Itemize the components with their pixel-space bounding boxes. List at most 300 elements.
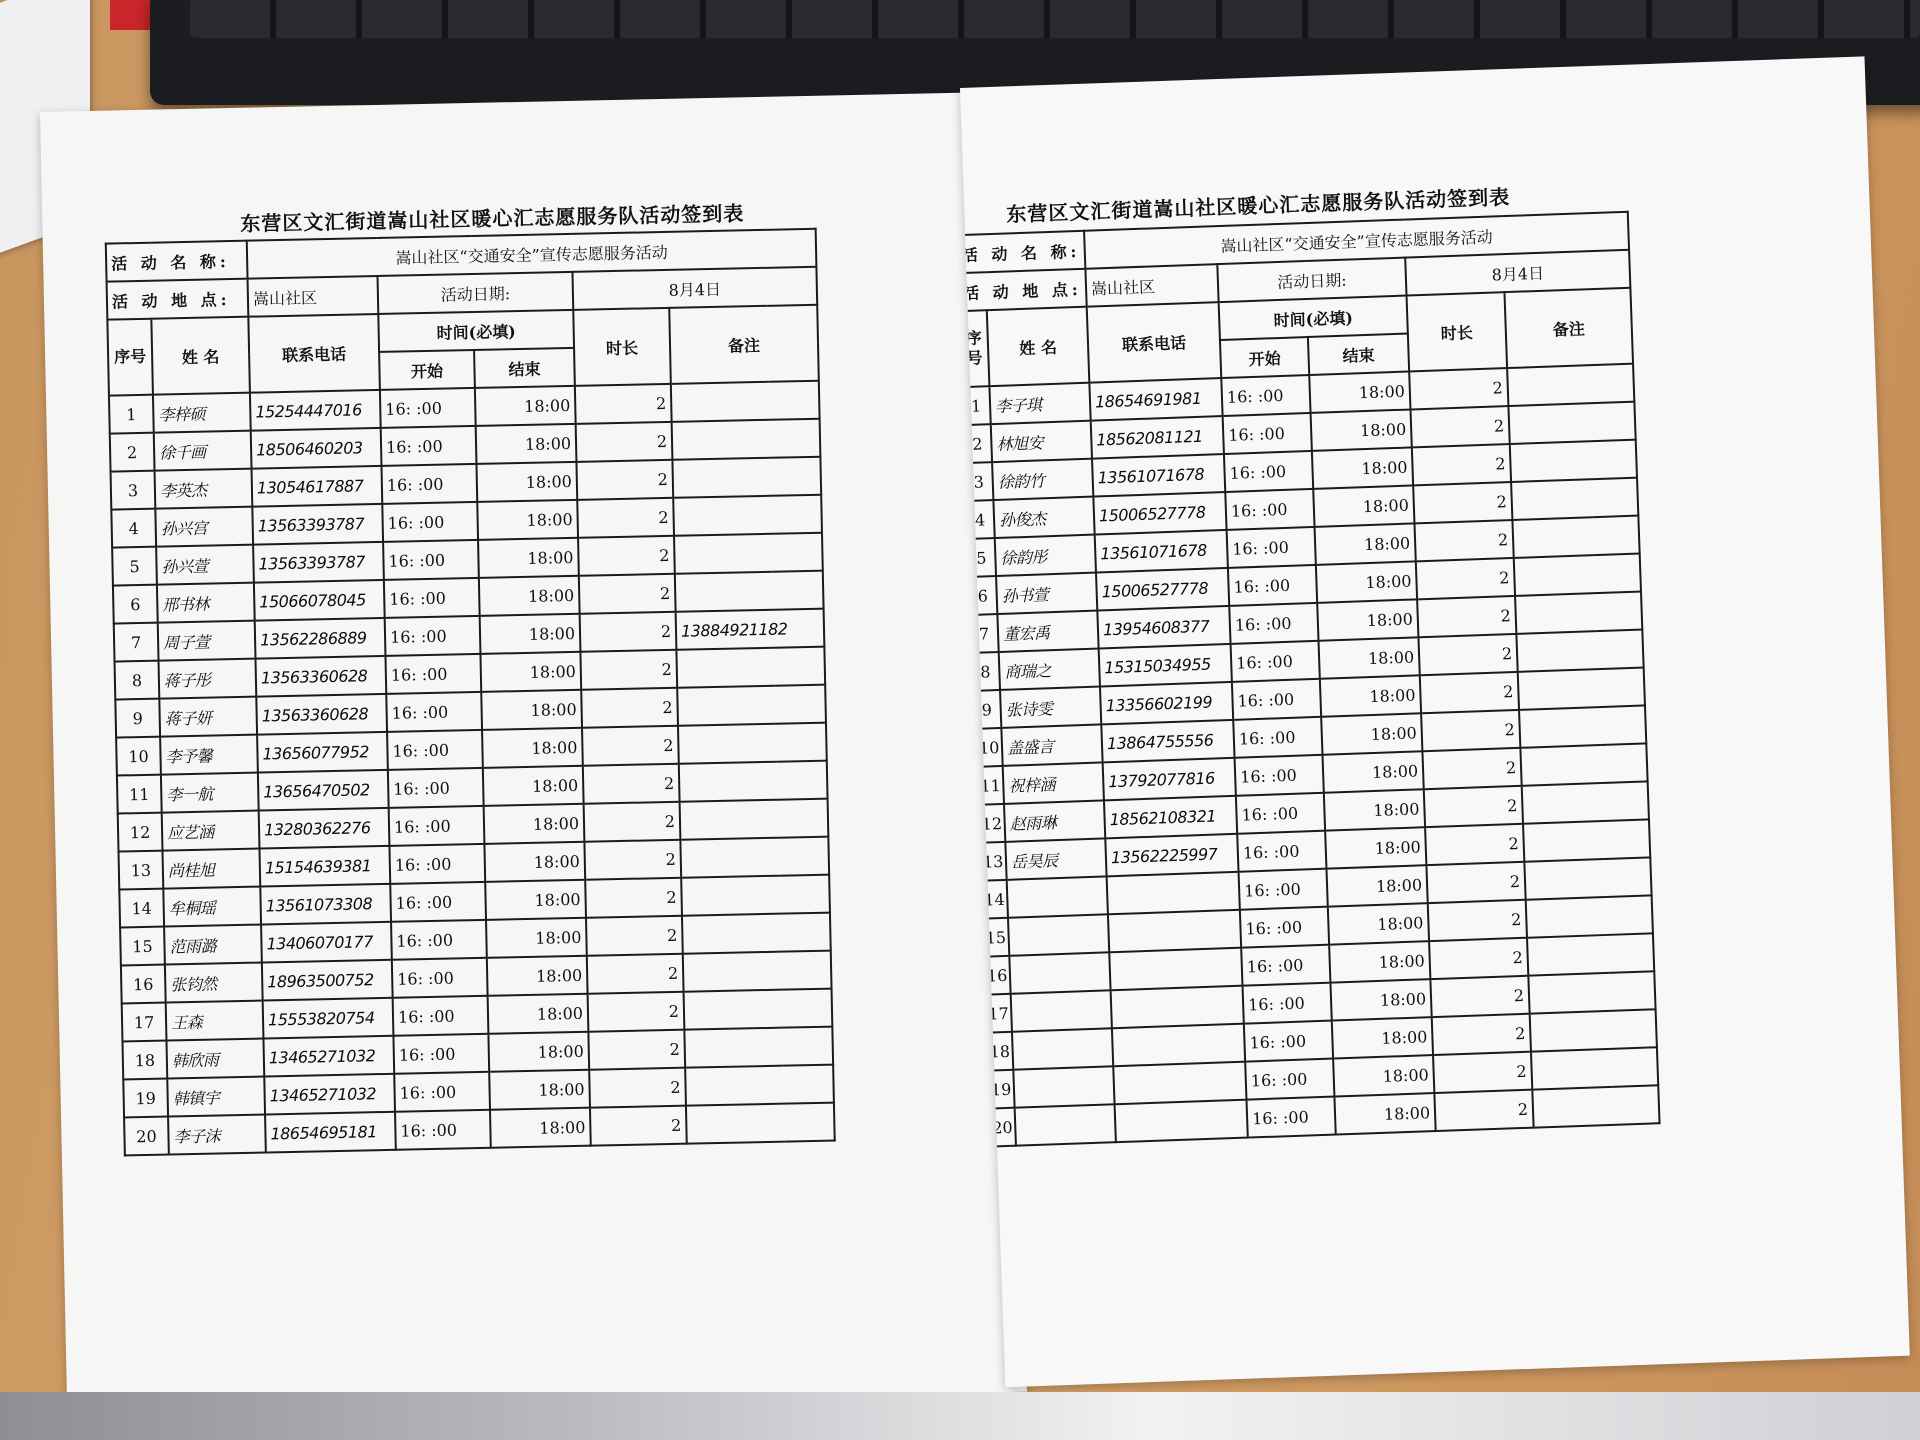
- col-time-header: 时间(必填): [378, 310, 574, 352]
- end-time: 18:00: [477, 500, 578, 540]
- signature-name: 商瑞之: [999, 649, 1100, 690]
- phone-number: 18654695181: [265, 1112, 396, 1153]
- phone-number: 13356602199: [1100, 682, 1233, 725]
- signature-name: 林旭安: [991, 421, 1092, 462]
- phone-number: 18654691981: [1089, 378, 1222, 421]
- phone-number: 13465271032: [263, 1036, 394, 1077]
- location-label: 活 动 地 点:: [107, 279, 249, 320]
- signature-name: 孙俊杰: [993, 497, 1094, 538]
- note: [680, 799, 829, 840]
- signature-name: 李子沫: [168, 1115, 266, 1155]
- note: [682, 913, 831, 954]
- location-value: 嵩山社区: [248, 276, 379, 317]
- end-time: 18:00: [1312, 447, 1413, 488]
- note: [1518, 667, 1645, 709]
- duration: 2: [576, 422, 673, 462]
- start-time: 16: :00: [380, 388, 476, 428]
- duration: 2: [1413, 482, 1512, 523]
- note: [672, 457, 821, 498]
- note: [674, 533, 823, 574]
- signature-name: 李子琪: [989, 383, 1090, 424]
- duration: 2: [1424, 786, 1523, 827]
- phone-number: 13656077952: [257, 732, 388, 773]
- phone-number: 13054617887: [252, 466, 383, 507]
- start-time: 16: :00: [1240, 907, 1329, 948]
- note: [683, 951, 832, 992]
- row-number: 13: [977, 842, 1006, 881]
- col-name-header: 姓 名: [987, 307, 1090, 386]
- row-number: 4: [111, 509, 156, 548]
- signature-name: 韩镇宇: [167, 1077, 265, 1117]
- row-number: 10: [973, 728, 1002, 767]
- end-time: 18:00: [1324, 789, 1425, 830]
- duration: 2: [580, 612, 677, 652]
- end-time: 18:00: [1317, 599, 1418, 640]
- duration: 2: [1422, 748, 1521, 789]
- start-time: 16: :00: [1246, 1097, 1335, 1138]
- duration: 2: [1428, 900, 1527, 941]
- start-time: 16: :00: [1227, 527, 1316, 568]
- end-time: 18:00: [489, 1070, 590, 1110]
- note: [1530, 1009, 1657, 1051]
- row-number: 1: [961, 386, 990, 425]
- note: [1531, 1047, 1658, 1089]
- phone-number: 13561071678: [1095, 530, 1228, 573]
- phone-number: 13792077816: [1103, 758, 1236, 801]
- note: [1511, 478, 1638, 520]
- note: [1532, 1085, 1659, 1127]
- end-time: 18:00: [1313, 485, 1414, 526]
- phone-number: 13656470502: [258, 770, 389, 811]
- phone-number: 13954608377: [1097, 606, 1230, 649]
- row-number: 5: [112, 547, 157, 586]
- note: [1519, 705, 1646, 747]
- signature-name: [1011, 990, 1112, 1031]
- row-number: 9: [972, 690, 1001, 729]
- duration: 2: [587, 954, 684, 994]
- duration: 2: [580, 650, 677, 690]
- end-time: 18:00: [1332, 1017, 1433, 1058]
- duration: 2: [1414, 520, 1513, 561]
- duration: 2: [1426, 862, 1525, 903]
- end-time: 18:00: [1333, 1055, 1434, 1096]
- row-number: 1: [109, 395, 154, 434]
- duration: 2: [1416, 558, 1515, 599]
- note: [671, 381, 820, 422]
- location-label: 活 动 地 点:: [960, 269, 1087, 311]
- duration: 2: [582, 726, 679, 766]
- signature-name: 蒋子彤: [159, 659, 257, 699]
- phone-number: [1108, 910, 1241, 953]
- row-number: 16: [121, 965, 166, 1004]
- note: [679, 761, 828, 802]
- start-time: 16: :00: [1225, 489, 1314, 530]
- phone-number: 15006527778: [1096, 568, 1229, 611]
- row-number: 17: [122, 1003, 167, 1042]
- note: [1520, 743, 1647, 785]
- duration: 2: [576, 460, 673, 500]
- signature-name: 范雨潞: [164, 925, 262, 965]
- row-number: 18: [984, 1032, 1013, 1071]
- signature-name: 盖盛言: [1001, 724, 1102, 765]
- phone-number: 13561073308: [260, 884, 391, 925]
- note: [1527, 933, 1654, 975]
- duration: 2: [1417, 596, 1516, 637]
- duration: 2: [588, 1030, 685, 1070]
- note: [673, 495, 822, 536]
- note: [1526, 895, 1653, 937]
- phone-number: 13562286889: [255, 618, 386, 659]
- row-number: 16: [981, 956, 1010, 995]
- start-time: 16: :00: [391, 920, 487, 960]
- row-number: 19: [985, 1070, 1014, 1109]
- duration: 2: [583, 764, 680, 804]
- row-number: 7: [969, 614, 998, 653]
- duration: 2: [575, 384, 672, 424]
- row-number: 17: [983, 994, 1012, 1033]
- note: [1507, 364, 1634, 406]
- phone-number: 18506460203: [251, 428, 382, 469]
- phone-number: 15154639381: [259, 846, 390, 887]
- note: [685, 1065, 834, 1106]
- row-number: 10: [116, 737, 161, 776]
- date-value: 8月4日: [572, 267, 817, 310]
- activity-name-label: 活 动 名 称:: [960, 231, 1085, 273]
- signature-name: [1008, 914, 1109, 955]
- col-name-header: 姓 名: [151, 317, 250, 395]
- end-time: 18:00: [1325, 827, 1426, 868]
- end-time: 18:00: [478, 538, 579, 578]
- row-number: 6: [113, 585, 158, 624]
- end-time: 18:00: [482, 728, 583, 768]
- signature-name: 尚桂旭: [162, 849, 260, 889]
- end-time: 18:00: [1330, 979, 1431, 1020]
- duration: 2: [1418, 634, 1517, 675]
- row-number: 6: [968, 576, 997, 615]
- end-time: 18:00: [488, 994, 589, 1034]
- row-number: 12: [976, 804, 1005, 843]
- end-time: 18:00: [480, 614, 581, 654]
- phone-number: [1115, 1100, 1248, 1143]
- row-number: 9: [115, 699, 160, 738]
- start-time: 16: :00: [381, 426, 477, 466]
- signature-name: 李英杰: [155, 469, 253, 509]
- start-time: 16: :00: [385, 654, 481, 694]
- start-time: 16: :00: [384, 578, 480, 618]
- start-time: 16: :00: [1235, 755, 1324, 796]
- table-body: [109, 381, 835, 1156]
- start-time: 16: :00: [1221, 375, 1310, 416]
- start-time: 16: :00: [385, 616, 481, 656]
- end-time: 18:00: [1329, 941, 1430, 982]
- note: 13884921182: [676, 609, 825, 650]
- start-time: 16: :00: [1243, 983, 1332, 1024]
- start-time: 16: :00: [394, 1072, 490, 1112]
- end-time: 18:00: [480, 652, 581, 692]
- end-time: 18:00: [1321, 713, 1422, 754]
- signature-name: 岳昊辰: [1005, 838, 1106, 879]
- signature-name: 徐韵竹: [992, 459, 1093, 500]
- duration: 2: [589, 1068, 686, 1108]
- row-number: 7: [114, 623, 159, 662]
- duration: 2: [588, 992, 685, 1032]
- row-number: 12: [118, 813, 163, 852]
- row-number: 8: [971, 652, 1000, 691]
- end-time: 18:00: [476, 424, 577, 464]
- signature-name: 张诗雯: [1000, 686, 1101, 727]
- start-time: 16: :00: [388, 768, 484, 808]
- start-time: 16: :00: [387, 730, 483, 770]
- phone-number: 13864755556: [1101, 720, 1234, 763]
- start-time: 16: :00: [393, 1034, 489, 1074]
- signature-name: 徐千画: [154, 431, 252, 471]
- signature-name: 徐韵彤: [995, 535, 1096, 576]
- start-time: 16: :00: [1233, 717, 1322, 758]
- note: [1524, 857, 1651, 899]
- end-time: 18:00: [1326, 865, 1427, 906]
- duration: 2: [1421, 710, 1520, 751]
- row-number: 20: [987, 1108, 1016, 1147]
- col-phone-header: 联系电话: [1087, 302, 1222, 383]
- col-duration-header: 时长: [573, 308, 671, 386]
- col-time-header: 时间(必填): [1219, 296, 1408, 341]
- col-index-header: 序号: [107, 319, 153, 396]
- activity-name-value: 嵩山社区“交通安全”宣传志愿服务活动: [247, 229, 817, 279]
- phone-number: 13563393787: [253, 542, 384, 583]
- sheet-title: 东营区文汇街道嵩山社区暖心汇志愿服务队活动签到表: [240, 201, 745, 236]
- row-number: 14: [979, 880, 1008, 919]
- row-number: 2: [110, 433, 155, 472]
- sign-in-table: [960, 211, 1661, 1148]
- phone-number: 13563360628: [256, 694, 387, 735]
- row-number: 15: [120, 927, 165, 966]
- signature-name: 韩欣雨: [166, 1039, 264, 1079]
- row-number: 14: [119, 889, 164, 928]
- row-number: 8: [115, 661, 160, 700]
- col-phone-header: 联系电话: [248, 314, 380, 393]
- start-time: 16: :00: [1244, 1021, 1333, 1062]
- end-time: 18:00: [481, 690, 582, 730]
- location-value: 嵩山社区: [1085, 264, 1218, 307]
- row-number: 11: [117, 775, 162, 814]
- duration: 2: [577, 498, 674, 538]
- end-time: 18:00: [479, 576, 580, 616]
- phone-number: 13406070177: [261, 922, 392, 963]
- phone-number: [1112, 1024, 1245, 1067]
- signature-name: [1012, 1028, 1113, 1069]
- start-time: 16: :00: [393, 996, 489, 1036]
- end-time: 18:00: [483, 766, 584, 806]
- duration: 2: [579, 574, 676, 614]
- end-time: 18:00: [1316, 561, 1417, 602]
- sign-in-sheet-left: [40, 92, 1027, 1412]
- duration: 2: [1430, 976, 1529, 1017]
- start-time: 16: :00: [1228, 565, 1317, 606]
- phone-number: 13563360628: [255, 656, 386, 697]
- start-time: 16: :00: [386, 692, 482, 732]
- activity-name-value: 嵩山社区“交通安全”宣传志愿服务活动: [1084, 212, 1629, 269]
- start-time: 16: :00: [1239, 869, 1328, 910]
- phone-number: 15315034955: [1099, 644, 1232, 687]
- end-time: 18:00: [1309, 371, 1410, 412]
- note: [1514, 554, 1641, 596]
- phone-number: 13561071678: [1092, 454, 1225, 497]
- row-number: 5: [967, 538, 996, 577]
- signature-name: 蒋子妍: [159, 697, 257, 737]
- duration: 2: [1433, 1052, 1532, 1093]
- row-number: 20: [124, 1117, 169, 1156]
- note: [686, 1103, 835, 1144]
- end-time: 18:00: [487, 956, 588, 996]
- signature-name: 李予馨: [160, 735, 258, 775]
- note: [1523, 819, 1650, 861]
- phone-number: 13280362276: [259, 808, 390, 849]
- duration: 2: [584, 802, 681, 842]
- start-time: 16: :00: [1231, 641, 1320, 682]
- activity-name-label: 活 动 名 称:: [106, 241, 248, 282]
- start-time: 16: :00: [1224, 451, 1313, 492]
- start-time: 16: :00: [395, 1110, 491, 1150]
- duration: 2: [1432, 1014, 1531, 1055]
- sign-in-table: [105, 228, 836, 1157]
- phone-number: 18562081121: [1091, 416, 1224, 459]
- signature-name: 周子萱: [158, 621, 256, 661]
- end-time: 18:00: [486, 918, 587, 958]
- duration: 2: [1420, 672, 1519, 713]
- col-note-header: 备注: [669, 305, 819, 384]
- duration: 2: [1412, 444, 1511, 485]
- duration: 2: [1410, 406, 1509, 447]
- start-time: 16: :00: [390, 882, 486, 922]
- col-index-header: 序号: [960, 310, 989, 387]
- signature-name: 赵雨琳: [1004, 800, 1105, 841]
- end-time: 18:00: [476, 462, 577, 502]
- note: [675, 571, 824, 612]
- note: [677, 685, 826, 726]
- end-time: 18:00: [475, 386, 576, 426]
- signature-name: [1007, 876, 1108, 917]
- signature-name: 董宏禹: [997, 611, 1098, 652]
- row-number: 15: [980, 918, 1009, 957]
- sheet-title: 东营区文汇街道嵩山社区暖心汇志愿服务队活动签到表: [1006, 184, 1511, 227]
- phone-number: 18963500752: [262, 960, 393, 1001]
- start-time: 16: :00: [1236, 793, 1325, 834]
- red-object: [110, 0, 155, 30]
- signature-name: 张钧然: [165, 963, 263, 1003]
- note: [678, 723, 827, 764]
- row-number: 11: [975, 766, 1004, 805]
- start-time: 16: :00: [389, 844, 485, 884]
- phone-number: 15553820754: [263, 998, 394, 1039]
- note: [681, 875, 830, 916]
- duration: 2: [590, 1106, 687, 1146]
- end-time: 18:00: [1320, 675, 1421, 716]
- phone-number: [1107, 872, 1240, 915]
- phone-number: 13465271032: [264, 1074, 395, 1115]
- duration: 2: [581, 688, 678, 728]
- desk-object-bottom: [0, 1392, 1920, 1440]
- duration: 2: [578, 536, 675, 576]
- phone-number: 18562108321: [1104, 796, 1237, 839]
- note: [1522, 781, 1649, 823]
- signature-name: [1013, 1066, 1114, 1107]
- col-end-header: 结束: [1308, 334, 1409, 375]
- row-number: 3: [111, 471, 156, 510]
- signature-name: [1015, 1104, 1116, 1145]
- duration: 2: [1434, 1090, 1533, 1131]
- start-time: 16: :00: [1241, 945, 1330, 986]
- end-time: 18:00: [484, 804, 585, 844]
- col-start-header: 开始: [379, 350, 475, 390]
- signature-name: 孙兴萱: [156, 545, 254, 585]
- signature-name: 孙兴宫: [155, 507, 253, 547]
- end-time: 18:00: [1334, 1093, 1435, 1134]
- row-number: 3: [964, 462, 993, 501]
- phone-number: 15066078045: [254, 580, 385, 621]
- start-time: 16: :00: [381, 464, 477, 504]
- end-time: 18:00: [1311, 409, 1412, 450]
- signature-name: 应艺涵: [162, 811, 260, 851]
- end-time: 18:00: [485, 880, 586, 920]
- note: [1515, 592, 1642, 634]
- phone-number: [1111, 986, 1244, 1029]
- note: [684, 989, 833, 1030]
- end-time: 18:00: [488, 1032, 589, 1072]
- signature-name: [1009, 952, 1110, 993]
- duration: 2: [1425, 824, 1524, 865]
- signature-name: 王森: [166, 1001, 264, 1041]
- row-number: 18: [122, 1041, 167, 1080]
- start-time: 16: :00: [1223, 413, 1312, 454]
- note: [680, 837, 829, 878]
- row-number: 19: [123, 1079, 168, 1118]
- end-time: 18:00: [1328, 903, 1429, 944]
- note: [1528, 971, 1655, 1013]
- end-time: 18:00: [1319, 637, 1420, 678]
- start-time: 16: :00: [382, 502, 478, 542]
- signature-name: 祝梓涵: [1003, 762, 1104, 803]
- row-number: 13: [119, 851, 164, 890]
- col-duration-header: 时长: [1407, 292, 1508, 371]
- start-time: 16: :00: [392, 958, 488, 998]
- phone-number: 15254447016: [250, 390, 381, 431]
- note: [1510, 440, 1637, 482]
- note: [1508, 402, 1635, 444]
- date-label: 活动日期:: [378, 272, 574, 314]
- end-time: 18:00: [490, 1108, 591, 1148]
- note: [672, 419, 821, 460]
- signature-name: 李梓硕: [153, 393, 251, 433]
- signature-name: 牟桐瑶: [163, 887, 261, 927]
- signature-name: 李一航: [161, 773, 259, 813]
- date-label: 活动日期:: [1217, 258, 1406, 303]
- start-time: 16: :00: [389, 806, 485, 846]
- start-time: 16: :00: [1245, 1059, 1334, 1100]
- start-time: 16: :00: [1229, 603, 1318, 644]
- end-time: 18:00: [1322, 751, 1423, 792]
- start-time: 16: :00: [383, 540, 479, 580]
- phone-number: 13563393787: [252, 504, 383, 545]
- duration: 2: [585, 878, 682, 918]
- row-number: 4: [965, 500, 994, 539]
- sign-in-sheet-right: [960, 56, 1910, 1387]
- col-note-header: 备注: [1504, 288, 1633, 368]
- col-end-header: 结束: [474, 348, 575, 388]
- note: [1516, 630, 1643, 672]
- date-value: 8月4日: [1405, 250, 1630, 296]
- duration: 2: [584, 840, 681, 880]
- end-time: 18:00: [484, 842, 585, 882]
